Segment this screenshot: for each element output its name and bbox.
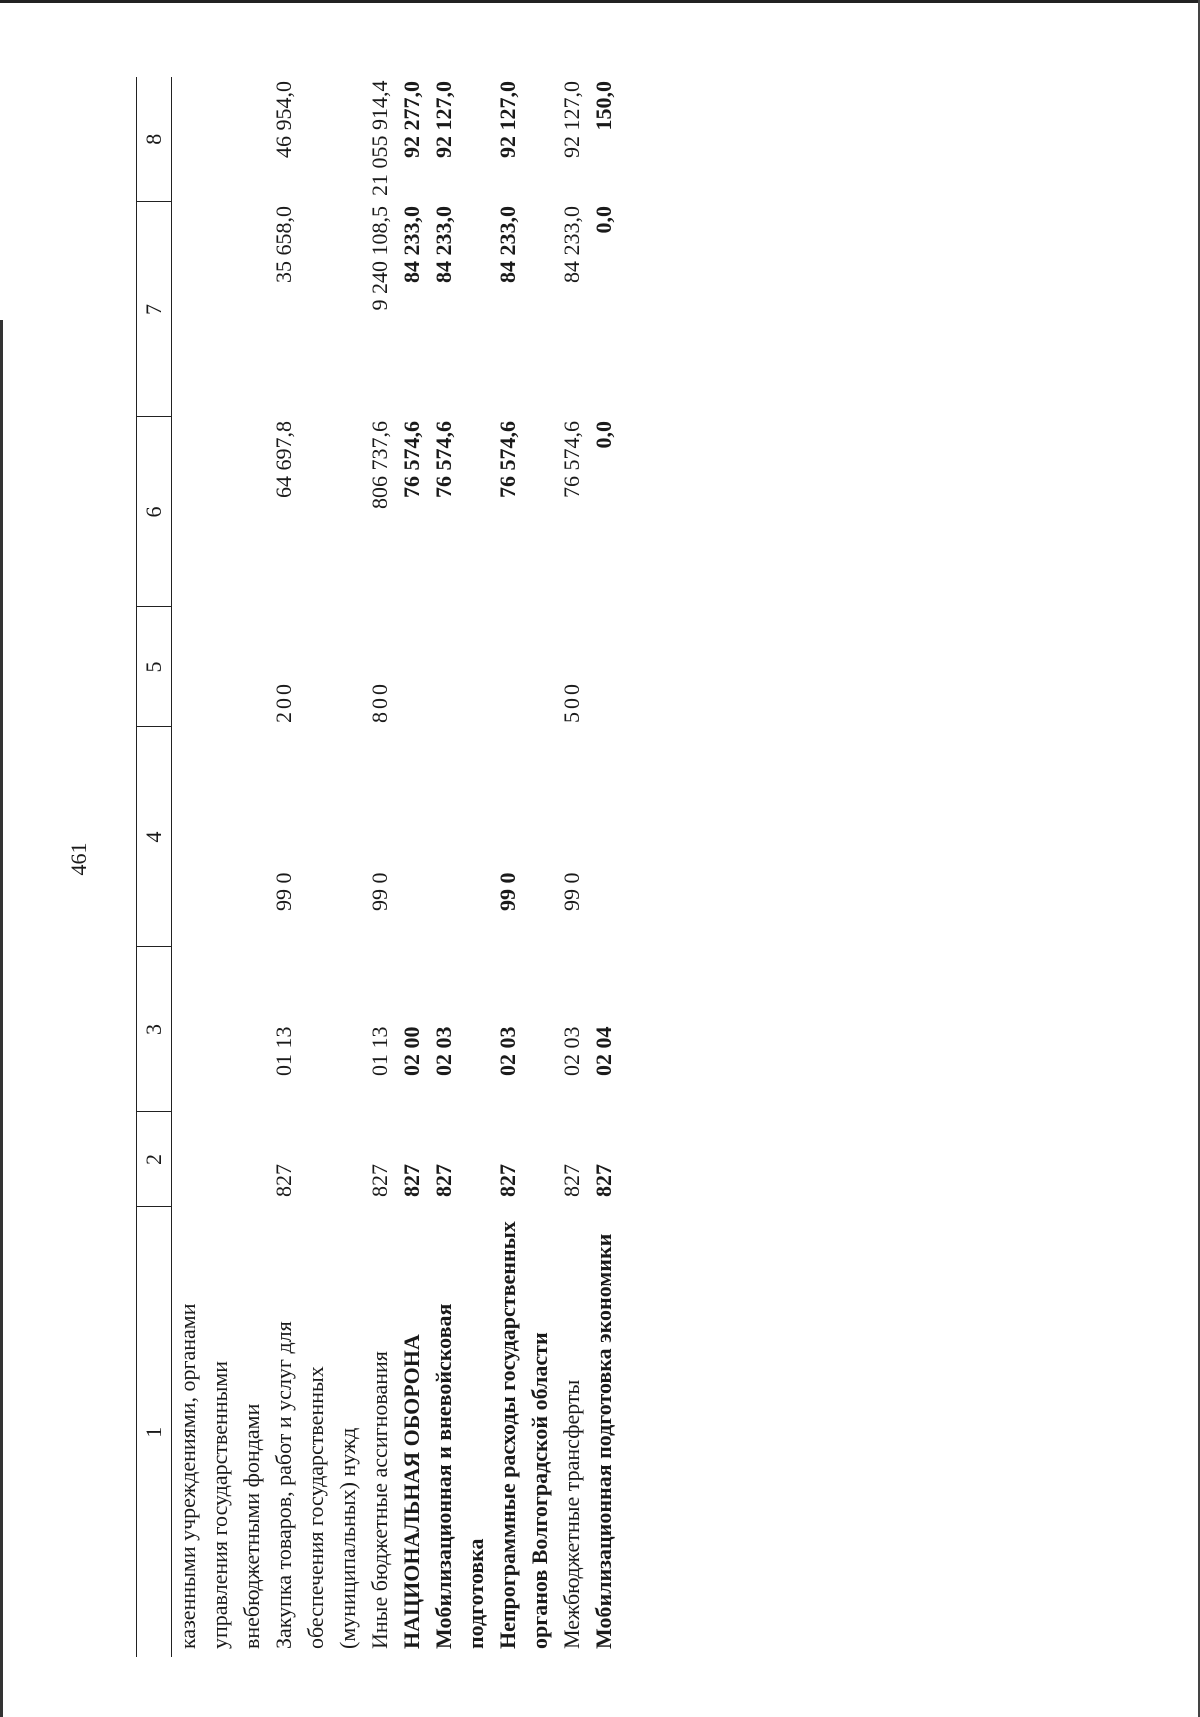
table-row	[588, 77, 620, 1657]
cell-target-code	[396, 727, 428, 947]
table-row	[428, 77, 492, 1657]
row-label: Мобилизационная и вневойсковая подготовка	[431, 1303, 488, 1649]
cell-target-code: 99 0	[495, 872, 520, 911]
cell-admin-code: 827	[559, 1164, 584, 1197]
cell-target-code	[172, 727, 269, 947]
cell-amount-7: 84 233,0	[431, 206, 456, 283]
cell-amount-8: 21 055 914,4	[367, 80, 392, 196]
column-header-5: 5	[137, 607, 172, 727]
cell-admin-code: 827	[399, 1164, 424, 1197]
cell-amount-7: 35 658,0	[271, 206, 296, 283]
cell-amount-6: 76 574,6	[559, 421, 584, 498]
table-row	[364, 77, 396, 1657]
table-header-row	[137, 77, 172, 1657]
row-label: Мобилизационная подготовка экономики	[591, 1233, 616, 1649]
cell-amount-6: 76 574,6	[495, 421, 520, 498]
cell-expense-type	[172, 607, 269, 727]
cell-admin-code: 827	[591, 1164, 616, 1197]
cell-amount-7: 84 233,0	[495, 206, 520, 283]
cell-amount-8: 150,0	[591, 81, 616, 131]
cell-expense-type	[492, 607, 556, 727]
row-label: казенными учреждениями, органами управления государственными внебюджетными фондами	[175, 1303, 264, 1649]
row-label: Закупка товаров, работ и услуг для обеспечения государственных (муниципальных) нужд	[271, 1321, 360, 1649]
cell-amount-6: 76 574,6	[431, 421, 456, 498]
cell-admin-code: 827	[271, 1164, 296, 1197]
cell-amount-8: 92 127,0	[559, 81, 584, 158]
table-row	[268, 77, 364, 1657]
row-label: НАЦИОНАЛЬНАЯ ОБОРОНА	[399, 1334, 424, 1649]
cell-target-code	[428, 727, 492, 947]
cell-amount-6: 806 737,6	[367, 421, 392, 509]
cell-expense-type: 800	[367, 681, 392, 723]
cell-amount-7: 84 233,0	[559, 206, 584, 283]
row-label: Межбюджетные трансферты	[559, 1379, 584, 1649]
cell-target-code	[588, 727, 620, 947]
column-header-4: 4	[137, 727, 172, 947]
cell-amount-8: 92 127,0	[495, 81, 520, 158]
cell-expense-type	[396, 607, 428, 727]
cell-section-code	[172, 947, 269, 1112]
cell-amount-8: 46 954,0	[271, 81, 296, 158]
cell-amount-6	[172, 417, 269, 607]
table-row	[396, 77, 428, 1657]
column-header-7: 7	[137, 202, 172, 417]
column-header-2: 2	[137, 1112, 172, 1207]
cell-amount-6: 0,0	[591, 421, 616, 449]
column-header-1: 1	[137, 1207, 172, 1657]
cell-expense-type: 200	[271, 681, 296, 723]
cell-section-code: 02 03	[431, 1026, 456, 1076]
cell-section-code: 02 03	[495, 1026, 520, 1076]
cell-admin-code: 827	[431, 1164, 456, 1197]
table-row	[556, 77, 588, 1657]
row-label: Непрограммные расходы государственных органов Волгоградской области	[495, 1221, 552, 1649]
cell-amount-7	[172, 202, 269, 417]
cell-section-code: 02 03	[559, 1026, 584, 1076]
cell-amount-8	[172, 77, 269, 202]
page-number: 461	[66, 842, 91, 876]
budget-table	[136, 77, 620, 1657]
cell-amount-7: 9 240 108,5	[367, 206, 392, 311]
column-header-6: 6	[137, 417, 172, 607]
cell-section-code: 01 13	[367, 1026, 392, 1076]
cell-admin-code: 827	[495, 1164, 520, 1197]
cell-expense-type	[588, 607, 620, 727]
cell-admin-code: 827	[367, 1164, 392, 1197]
cell-expense-type	[428, 607, 492, 727]
column-header-3: 3	[137, 947, 172, 1112]
column-header-8: 8	[137, 77, 172, 202]
cell-admin-code	[172, 1112, 269, 1207]
cell-amount-8: 92 127,0	[431, 81, 456, 158]
cell-expense-type: 500	[559, 681, 584, 723]
row-label: Иные бюджетные ассигнования	[367, 1351, 392, 1649]
cell-section-code: 02 04	[591, 1026, 616, 1076]
cell-section-code: 02 00	[399, 1026, 424, 1076]
cell-amount-8: 92 277,0	[399, 81, 424, 158]
cell-target-code: 99 0	[367, 872, 392, 911]
table-row	[492, 77, 556, 1657]
cell-amount-6: 64 697,8	[271, 421, 296, 498]
cell-amount-7: 84 233,0	[399, 206, 424, 283]
cell-section-code: 01 13	[271, 1026, 296, 1076]
cell-amount-6: 76 574,6	[399, 421, 424, 498]
cell-target-code: 99 0	[559, 872, 584, 911]
cell-amount-7: 0,0	[591, 206, 616, 234]
cell-target-code: 99 0	[271, 872, 296, 911]
table-row	[172, 77, 269, 1657]
